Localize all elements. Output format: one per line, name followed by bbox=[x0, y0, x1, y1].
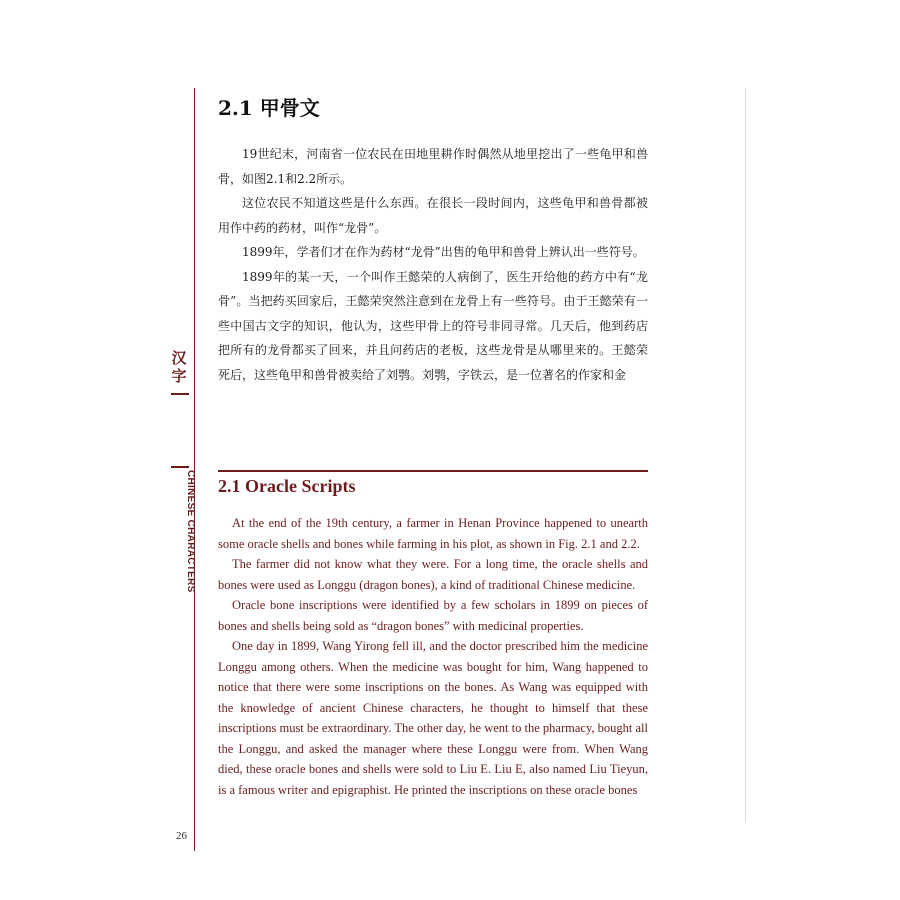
page-edge-line bbox=[745, 88, 746, 823]
chinese-paragraph: 1899年，学者们才在作为药材“龙骨”出售的龟甲和兽骨上辨认出一些符号。 bbox=[242, 245, 645, 259]
chinese-paragraph: 19世纪末，河南省一位农民在田地里耕作时偶然从地里挖出了一些龟甲和兽骨，如图2.1和2.2所示。 bbox=[218, 147, 648, 186]
english-paragraph: At the end of the 19th century, a farmer in Henan Province happened to unearth some oracle shells and bones while farming in his plot, as shown in Fig. 2.1 and 2.2. bbox=[218, 516, 648, 551]
english-paragraph: One day in 1899, Wang Yirong fell ill, and the doctor prescribed him the medicine Longgu among others. When the medicine was bought for him, Wang happened to notice that there were some inscriptions on the bones. As Wang was equipped with the knowledge of ancient Chinese characters, he thought to himself that these inscriptions must be extraordinary. The other day, he went to the pharmacy, bought all the Longgu, and asked the manager where these Longgu were from. When Wang died, these oracle bones and shells were sold to Liu E. Liu E, also named Liu Tieyun, is a famous writer and epigraphist. He printed the inscriptions on these oracle bones bbox=[218, 639, 648, 797]
english-body bbox=[218, 513, 648, 800]
chinese-paragraph: 1899年的某一天，一个叫作王懿荣的人病倒了，医生开给他的药方中有“龙骨”。当把药买回家后，王懿荣突然注意到在龙骨上有一些符号。由于王懿荣有一些中国古文字的知识，他认为，这些甲骨上的符号非同寻常。几天后，他到药店把所有的龙骨都买了回来，并且问药店的老板，这些龙骨是从哪里来的。王懿荣死后，这些龟甲和兽骨被卖给了刘鹗。刘鹗，字铁云，是一位著名的作家和金 bbox=[218, 269, 648, 382]
chinese-body bbox=[218, 142, 648, 387]
side-label-divider bbox=[171, 393, 189, 395]
english-section-title: 2.1 Oracle Scripts bbox=[218, 476, 356, 496]
side-label-english: CHINESE CHARACTERS bbox=[185, 470, 196, 593]
chinese-paragraph: 这位农民不知道这些是什么东西。在很长一段时间内，这些龟甲和兽骨都被用作中药的药材，叫作“龙骨”。 bbox=[218, 196, 648, 235]
side-label-chinese: 汉字 bbox=[171, 349, 187, 385]
english-paragraph: The farmer did not know what they were. For a long time, the oracle shells and bones were used as Longgu (dragon bones), a kind of traditional Chinese medicine. bbox=[218, 557, 648, 592]
page-number: 26 bbox=[176, 830, 187, 842]
side-label-divider-en bbox=[171, 466, 189, 468]
section-divider bbox=[218, 470, 648, 472]
chinese-section-title: 2.1 甲骨文 bbox=[218, 96, 320, 120]
english-paragraph: Oracle bone inscriptions were identified by a few scholars in 1899 on pieces of bones and shells being sold as “dragon bones” with medicinal properties. bbox=[218, 598, 648, 633]
